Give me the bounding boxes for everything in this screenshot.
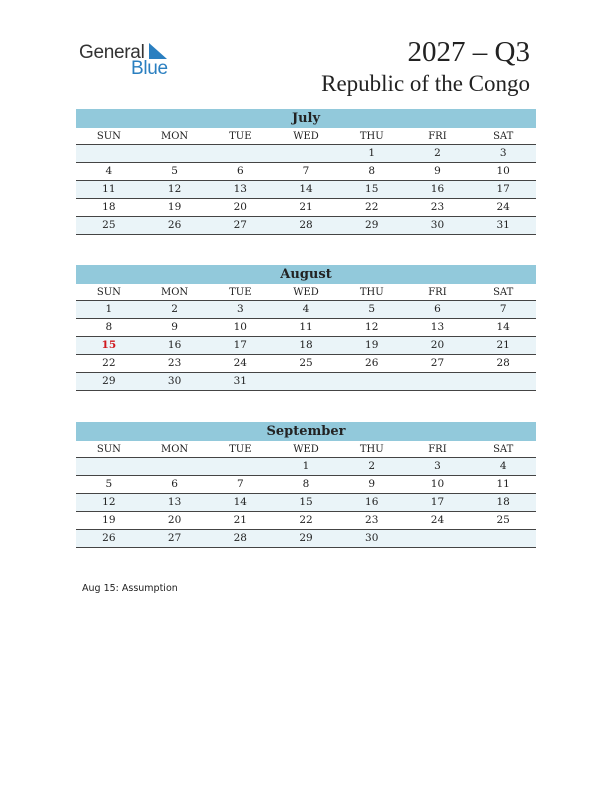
- day-cell: 17: [233, 339, 247, 351]
- day-cell: 3: [236, 303, 244, 315]
- day-cell: 27: [167, 532, 182, 544]
- day-cell: 25: [102, 219, 116, 231]
- month-calendar-july: [76, 109, 536, 235]
- day-cell: [142, 458, 208, 475]
- day-cell: 21: [233, 514, 247, 526]
- day-cell: 12: [167, 183, 182, 195]
- day-cell: 16: [365, 496, 379, 508]
- weekday-label: MON: [160, 131, 189, 142]
- day-cell: 29: [365, 219, 379, 231]
- day-cell: 4: [302, 303, 310, 315]
- day-cell: 8: [368, 165, 376, 177]
- day-cell: 18: [299, 339, 313, 351]
- day-cell: 26: [365, 357, 379, 369]
- day-cell: [405, 530, 471, 547]
- weekday-label: FRI: [428, 287, 447, 298]
- day-cell: 17: [430, 496, 445, 508]
- day-cell: 10: [233, 321, 247, 333]
- month-title: July: [76, 109, 536, 128]
- day-cell: 31: [496, 219, 510, 231]
- day-cell: 30: [365, 532, 379, 544]
- day-cell: 29: [102, 375, 116, 387]
- day-cell: 19: [102, 514, 116, 526]
- month-title: September: [76, 422, 536, 441]
- logo-text-general: General: [79, 42, 145, 63]
- day-cell: 5: [368, 303, 376, 315]
- weekday-header-row: [76, 441, 536, 458]
- week-row: [76, 512, 536, 530]
- day-cell: 4: [105, 165, 113, 177]
- day-cell: 5: [171, 165, 178, 177]
- day-cell: 11: [299, 321, 313, 333]
- day-cell: [470, 373, 536, 390]
- day-cell: 28: [233, 532, 247, 544]
- week-row: [76, 163, 536, 181]
- day-cell: 22: [299, 514, 313, 526]
- day-cell: 17: [496, 183, 510, 195]
- day-cell: 5: [105, 478, 113, 490]
- day-cell: 26: [167, 219, 182, 231]
- logo-triangle-icon: [149, 43, 167, 59]
- weekday-label: THU: [359, 287, 384, 298]
- day-cell: [470, 530, 536, 547]
- weekday-label: THU: [359, 444, 384, 455]
- day-cell: [76, 145, 142, 162]
- day-cell: 1: [105, 303, 113, 315]
- weekday-header-row: [76, 284, 536, 301]
- week-row: [76, 199, 536, 217]
- day-cell: [207, 458, 273, 475]
- weekday-label: MON: [160, 287, 189, 298]
- weekday-label: TUE: [229, 131, 252, 142]
- day-cell: 10: [496, 165, 510, 177]
- day-cell: 20: [167, 514, 182, 526]
- week-row: [76, 494, 536, 512]
- day-cell: 14: [233, 496, 247, 508]
- month-calendar-august: [76, 265, 536, 391]
- day-cell: 8: [105, 321, 113, 333]
- day-cell: 25: [496, 514, 510, 526]
- day-cell: 21: [299, 201, 313, 213]
- day-cell: 23: [167, 357, 182, 369]
- week-row: [76, 319, 536, 337]
- day-cell: [207, 145, 273, 162]
- weekday-label: TUE: [229, 287, 252, 298]
- day-cell: 19: [365, 339, 379, 351]
- day-cell: 23: [365, 514, 379, 526]
- week-row: [76, 355, 536, 373]
- country-title: Republic of the Congo: [321, 71, 530, 96]
- day-cell: 16: [430, 183, 445, 195]
- day-cell: 1: [302, 460, 310, 472]
- week-row: [76, 458, 536, 476]
- day-cell: 18: [496, 496, 510, 508]
- day-cell: 27: [430, 357, 445, 369]
- weekday-label: SUN: [96, 444, 121, 455]
- day-cell: 6: [434, 303, 441, 315]
- day-cell: 14: [496, 321, 510, 333]
- generalblue-logo: [79, 42, 179, 82]
- day-cell: 20: [430, 339, 445, 351]
- day-cell: 11: [496, 478, 510, 490]
- weekday-label: WED: [293, 287, 319, 298]
- day-cell: [142, 145, 208, 162]
- week-row: [76, 337, 536, 355]
- day-cell: [273, 145, 339, 162]
- weekday-label: SUN: [96, 287, 121, 298]
- day-cell: 15: [299, 496, 313, 508]
- day-cell: 2: [368, 460, 376, 472]
- day-cell: 2: [434, 147, 441, 159]
- day-cell: 1: [368, 147, 376, 159]
- weekday-label: SUN: [96, 131, 121, 142]
- day-cell: 20: [233, 201, 247, 213]
- day-cell: 14: [299, 183, 313, 195]
- day-cell: 7: [499, 303, 507, 315]
- week-row: [76, 476, 536, 494]
- day-cell: 27: [233, 219, 247, 231]
- day-cell: 11: [102, 183, 116, 195]
- holiday-day-cell: 15: [101, 339, 117, 351]
- day-cell: 24: [233, 357, 247, 369]
- day-cell: 19: [167, 201, 182, 213]
- week-row: [76, 530, 536, 548]
- weekday-label: MON: [160, 444, 189, 455]
- day-cell: 13: [430, 321, 445, 333]
- day-cell: 15: [365, 183, 379, 195]
- weekday-label: WED: [293, 131, 319, 142]
- day-cell: 26: [102, 532, 116, 544]
- day-cell: 3: [434, 460, 441, 472]
- day-cell: [273, 373, 339, 390]
- weekday-label: THU: [359, 131, 384, 142]
- week-row: [76, 145, 536, 163]
- week-row: [76, 373, 536, 391]
- year-quarter-title: 2027 – Q3: [407, 36, 530, 68]
- day-cell: 30: [430, 219, 445, 231]
- day-cell: 13: [167, 496, 182, 508]
- weekday-label: FRI: [428, 444, 447, 455]
- day-cell: 7: [236, 478, 244, 490]
- weekday-label: SAT: [493, 287, 514, 298]
- day-cell: 28: [496, 357, 510, 369]
- month-title: August: [76, 265, 536, 284]
- week-row: [76, 301, 536, 319]
- day-cell: 24: [496, 201, 510, 213]
- weekday-label: SAT: [493, 444, 514, 455]
- month-calendar-september: [76, 422, 536, 548]
- holiday-notes: [82, 583, 178, 594]
- day-cell: 6: [171, 478, 178, 490]
- day-cell: 30: [167, 375, 182, 387]
- day-cell: 31: [233, 375, 247, 387]
- weekday-header-row: [76, 128, 536, 145]
- day-cell: 10: [430, 478, 445, 490]
- week-row: [76, 217, 536, 235]
- day-cell: 2: [171, 303, 178, 315]
- weekday-label: TUE: [229, 444, 252, 455]
- day-cell: 22: [102, 357, 116, 369]
- day-cell: 25: [299, 357, 313, 369]
- day-cell: [405, 373, 471, 390]
- weekday-label: FRI: [428, 131, 447, 142]
- day-cell: 9: [434, 165, 441, 177]
- day-cell: 29: [299, 532, 313, 544]
- day-cell: 13: [233, 183, 247, 195]
- day-cell: 16: [167, 339, 182, 351]
- week-row: [76, 181, 536, 199]
- day-cell: 21: [496, 339, 510, 351]
- day-cell: 12: [365, 321, 379, 333]
- day-cell: [76, 458, 142, 475]
- day-cell: 4: [499, 460, 507, 472]
- day-cell: 22: [365, 201, 379, 213]
- day-cell: 9: [171, 321, 178, 333]
- day-cell: 12: [102, 496, 116, 508]
- day-cell: 28: [299, 219, 313, 231]
- holiday-note: Aug 15: Assumption: [82, 583, 178, 594]
- day-cell: 8: [302, 478, 310, 490]
- day-cell: [339, 373, 405, 390]
- day-cell: 24: [430, 514, 445, 526]
- weekday-label: WED: [293, 444, 319, 455]
- day-cell: 18: [102, 201, 116, 213]
- day-cell: 9: [368, 478, 376, 490]
- weekday-label: SAT: [493, 131, 514, 142]
- day-cell: 6: [236, 165, 244, 177]
- day-cell: 23: [430, 201, 445, 213]
- day-cell: 7: [302, 165, 310, 177]
- logo-text-blue: Blue: [131, 58, 168, 79]
- day-cell: 3: [499, 147, 507, 159]
